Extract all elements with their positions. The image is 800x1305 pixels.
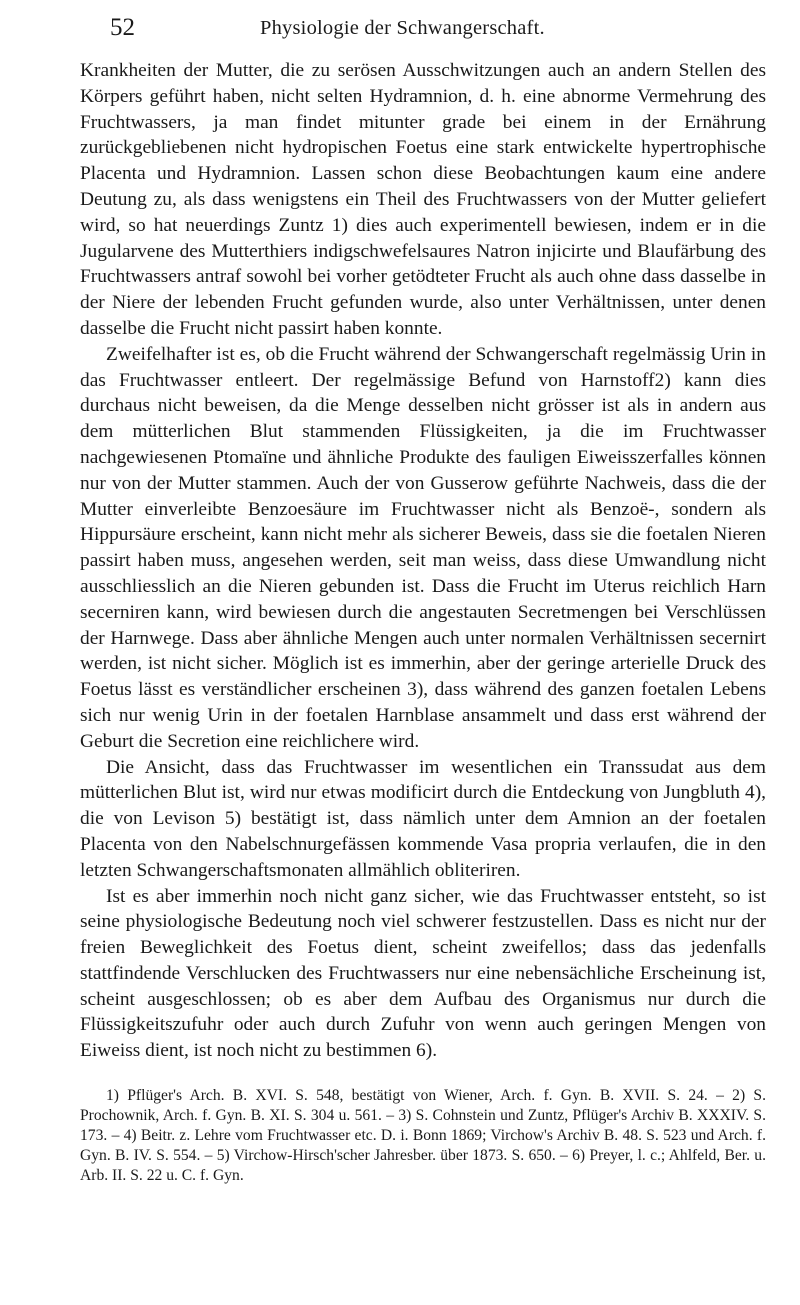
paragraph: Die Ansicht, dass das Fruchtwasser im wesentlichen ein Transsudat aus dem mütterlichen Blut ist, wird nur etwas modificirt durch die Entdeckung von Jungbluth 4), die von Levison 5) bestätigt ist, dass nämlich unter dem Amnion an der foetalen Placenta von den Nabelschnurgefässen kommende Vasa propria verlaufen, die in den letzten Schwangerschaftsmonaten allmählich obliteriren.: [80, 756, 766, 881]
page-header: [80, 14, 766, 58]
footnote-text: 1) Pflüger's Arch. B. XVI. S. 548, bestätigt von Wiener, Arch. f. Gyn. B. XVII. S. 24. – 2) S. Prochownik, Arch. f. Gyn. B. XI. S. 304 u. 561. – 3) S. Cohnstein und Zuntz, Pflüger's Archiv B. XXXIV. S. 173. – 4) Beitr. z. Lehre vom Fruchtwasser etc. D. i. Bonn 1869; Virchow's Archiv B. 48. S. 523 und Arch. f. Gyn. B. IV. S. 554. – 5) Virchow-Hirsch'scher Jahresber. über 1873. S. 650. – 6) Preyer, l. c.; Ahlfeld, Ber. u. Arb. II. S. 22 u. C. f. Gyn.: [80, 1087, 766, 1185]
paragraph: Ist es aber immerhin noch nicht ganz sicher, wie das Fruchtwasser entsteht, so ist seine physiologische Bedeutung noch viel schwerer festzustellen. Dass es nicht nur der freien Beweglichkeit des Foetus dient, scheint zweifellos; dass das jedenfalls stattfindende Verschlucken des Fruchtwassers nur eine nebensächliche Erscheinung ist, scheint ausgeschlossen; ob es aber dem Aufbau des Organismus nur durch die Flüssigkeitszufuhr oder auch durch Zufuhr von wenn auch geringen Mengen von Eiweiss dient, ist noch nicht zu bestimmen 6).: [80, 885, 766, 1062]
paragraph: Zweifelhafter ist es, ob die Frucht während der Schwangerschaft regelmässig Urin in das Fruchtwasser entleert. Der regelmässige Befund von Harnstoff2) kann dies durchaus nicht beweisen, da die Menge desselben nicht grösser ist als in andern aus dem mütterlichen Blut stammenden Flüssigkeiten, ja die im Fruchtwasser nachgewiesenen Ptomaïne und ähnliche Produkte des fauligen Eiweisszerfalles können nur von der Mutter stammen. Auch der von Gusserow geführte Nachweis, dass die der Mutter einverleibte Benzoesäure im Fruchtwasser nicht als Benzoë-, sondern als Hippursäure erscheint, kann nicht mehr als sicherer Beweis, dass sie die foetalen Nieren passirt haben muss, angesehen werden, seit man weiss, dass diese Umwandlung nicht ausschliesslich an die Nieren gebunden ist. Dass die Frucht im Uterus reichlich Harn secerniren kann, wird bewiesen durch die angestauten Secretmengen bei Verschlüssen der Harnwege. Dass aber ähnliche Mengen auch unter normalen Verhältnissen secernirt werden, ist nicht sicher. Möglich ist es immerhin, aber der geringe arterielle Druck des Foetus lässt es verständlicher erscheinen 3), dass während des ganzen foetalen Lebens sich nur wenig Urin in der foetalen Harnblase ansammelt und dass erst während der Geburt die Secretion eine reichlichere wird.: [80, 343, 766, 752]
body-text: [80, 58, 766, 1064]
running-title: Physiologie der Schwangerschaft.: [260, 17, 545, 39]
footnotes: [80, 1086, 766, 1186]
page-number: 52: [110, 14, 135, 41]
paragraph: Krankheiten der Mutter, die zu serösen Ausschwitzungen auch an andern Stellen des Körpers geführt haben, nicht selten Hydramnion, d. h. eine abnorme Vermehrung des Fruchtwassers, ja man findet mitunter grade bei einem in der Ernährung zurückgebliebenen nicht hydropischen Foetus eine stark entwickelte hypertrophische Placenta und Hydramnion. Lassen schon diese Beobachtungen kaum eine andere Deutung zu, als dass wenigstens ein Theil des Fruchtwassers von der Mutter geliefert wird, so hat neuerdings Zuntz 1) dies auch experimentell bewiesen, indem er in die Jugularvene des Mutterthiers indigschwefelsaures Natron injicirte und Blaufärbung des Fruchtwassers antraf sowohl bei vorher getödteter Frucht als auch ohne dass dasselbe in der Niere der lebenden Frucht gefunden wurde, also unter Verhältnissen, unter denen dasselbe die Frucht nicht passirt haben konnte.: [80, 60, 766, 339]
